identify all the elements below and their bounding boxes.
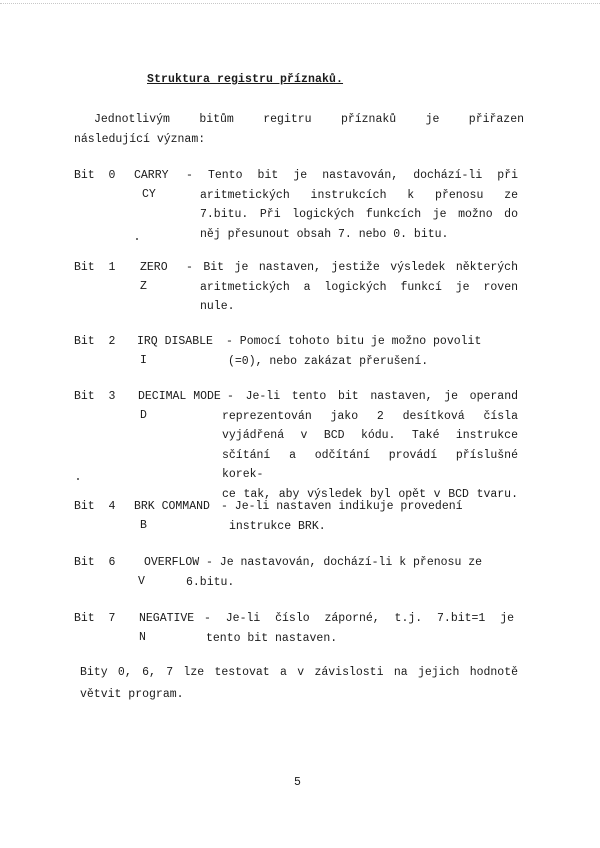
bit-label: Bit 7	[74, 612, 116, 625]
flag-abbr: I	[140, 354, 147, 367]
flag-abbr: Z	[140, 280, 147, 293]
flag-name: BRK COMMAND	[134, 500, 210, 513]
closing-line: Bity 0, 6, 7 lze testovat a v závislosti na jejich hodnotě	[80, 666, 518, 679]
description-line: reprezentován jako 2 desítková čísla	[222, 409, 518, 423]
stray-mark	[136, 238, 138, 240]
description-line: - Tento bit je nastavován, dochází-li při	[186, 169, 518, 182]
section-title: Struktura registru příznaků.	[147, 73, 344, 86]
bit-label: Bit 4	[74, 500, 116, 513]
description-line: - Je-li tento bit nastaven, je operand	[227, 390, 518, 403]
bit-label: Bit 1	[74, 261, 116, 274]
page-number: 5	[294, 776, 301, 789]
bit-label: Bit 2	[74, 335, 116, 348]
flag-description	[186, 166, 518, 244]
top-edge-rule	[0, 3, 600, 4]
flag-name: DECIMAL MODE	[138, 390, 221, 403]
flag-name: OVERFLOW	[144, 556, 200, 569]
description-line: instrukce BRK.	[229, 519, 326, 533]
intro-line: následující význam:	[74, 132, 206, 146]
description-line: - Je-li číslo záporné, t.j. 7.bit=1 je	[204, 612, 514, 625]
description-line: aritmetických instrukcích k přenosu ze	[200, 188, 518, 202]
description-line: tento bit nastaven.	[206, 631, 338, 645]
flag-description	[204, 609, 514, 648]
flag-abbr: N	[139, 631, 146, 644]
description-line: nule.	[200, 300, 235, 313]
bit-label: Bit 0	[74, 169, 116, 182]
bit-label: Bit 6	[74, 556, 116, 569]
closing-paragraph	[80, 662, 518, 706]
bit-label: Bit 3	[74, 390, 116, 403]
flag-abbr: V	[138, 575, 145, 588]
flag-description	[221, 497, 511, 536]
flag-abbr: D	[140, 409, 147, 422]
flag-name: NEGATIVE	[139, 612, 195, 625]
flag-description	[186, 258, 518, 317]
intro-line: Jednotlivým bitům regitru příznaků je přiřazen	[94, 113, 524, 126]
flag-description	[186, 553, 526, 592]
description-line: - Pomocí tohoto bitu je možno povolit	[226, 335, 482, 348]
description-line: něj přesunout obsah 7. nebo 0. bitu.	[200, 227, 449, 241]
flag-name: IRQ DISABLE	[137, 335, 213, 348]
flag-abbr: CY	[142, 188, 156, 201]
description-line: 6.bitu.	[186, 575, 235, 589]
intro-paragraph	[74, 110, 524, 149]
description-line: aritmetických a logických funkcí je roven	[200, 280, 518, 294]
description-line: - Je nastavován, dochází-li k přenosu ze	[206, 556, 483, 569]
description-line: ce tak, aby výsledek byl opět v BCD tvaru.	[222, 487, 518, 501]
description-line: 7.bitu. Při logických funkcích je možno do	[200, 208, 518, 221]
description-line: - Je-li nastaven indikuje provedení	[221, 500, 463, 513]
flag-abbr: B	[140, 519, 147, 532]
description-line: vyjádřená v BCD kódu. Také instrukce	[222, 429, 518, 442]
stray-mark	[77, 478, 79, 480]
description-line: (=0), nebo zakázat přerušení.	[228, 354, 429, 368]
flag-name: CARRY	[134, 169, 169, 182]
flag-name: ZERO	[140, 261, 168, 274]
description-line: sčítání a odčítání provádí příslušné korek-	[222, 448, 518, 481]
closing-line: větvit program.	[80, 688, 184, 701]
flag-description	[222, 387, 518, 504]
flag-description	[226, 332, 520, 371]
description-line: - Bit je nastaven, jestiže výsledek některých	[186, 261, 518, 274]
